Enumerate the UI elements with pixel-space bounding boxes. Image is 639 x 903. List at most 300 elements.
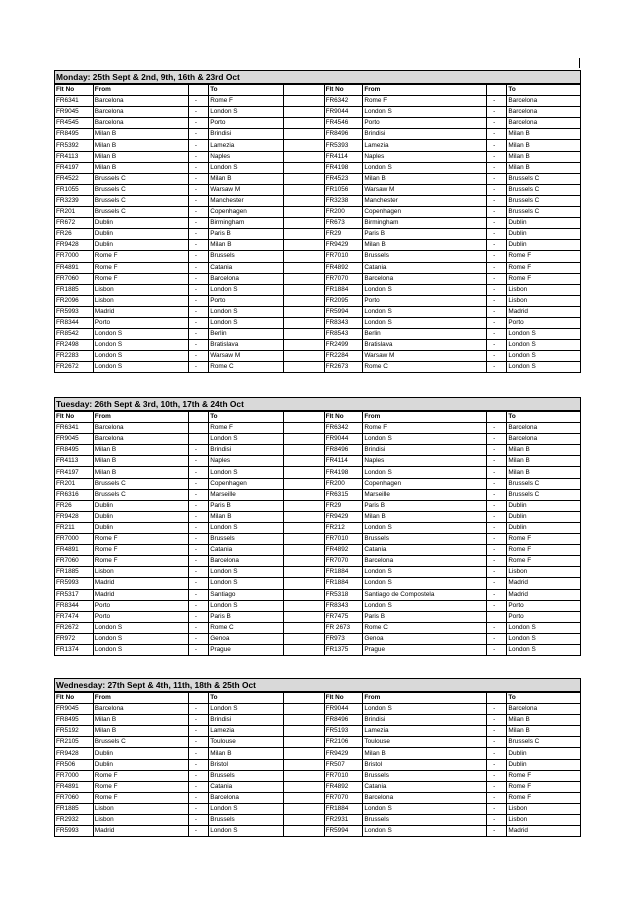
to-out-cell: Catania bbox=[209, 545, 284, 556]
flight-number-return-cell: FR200 bbox=[324, 207, 363, 218]
to-out-cell: Rome F bbox=[209, 96, 284, 107]
from-return-cell: Porto bbox=[363, 118, 487, 129]
to-out-cell: Brussels bbox=[209, 251, 284, 262]
table-row bbox=[55, 578, 581, 589]
header-flight-number-out: Flt No bbox=[55, 412, 94, 423]
flight-number-out-cell: FR4891 bbox=[55, 545, 94, 556]
flight-number-return-cell: FR4892 bbox=[324, 545, 363, 556]
from-return-cell: Brindisi bbox=[363, 445, 487, 456]
flight-number-out-cell: FR7000 bbox=[55, 534, 94, 545]
to-out-cell: Rome C bbox=[209, 362, 284, 373]
table-row bbox=[55, 351, 581, 362]
separator-return-cell: - bbox=[486, 467, 506, 478]
separator-out-cell: - bbox=[188, 534, 208, 545]
to-return-cell: Brussels C bbox=[507, 173, 581, 184]
to-return-cell: Brussels C bbox=[507, 195, 581, 206]
to-return-cell: Rome F bbox=[507, 781, 581, 792]
gap-cell bbox=[283, 456, 324, 467]
flight-number-return-cell: FR5994 bbox=[324, 306, 363, 317]
flight-number-out-cell: FR4891 bbox=[55, 262, 94, 273]
table-row bbox=[55, 284, 581, 295]
to-out-cell: Catania bbox=[209, 262, 284, 273]
gap-cell bbox=[283, 826, 324, 837]
from-return-cell: Barcelona bbox=[363, 273, 487, 284]
from-return-cell: London S bbox=[363, 284, 487, 295]
flight-number-return-cell: FR7070 bbox=[324, 273, 363, 284]
from-return-cell: Milan B bbox=[363, 173, 487, 184]
table-row bbox=[55, 815, 581, 826]
separator-return-cell: - bbox=[486, 534, 506, 545]
table-header-row bbox=[55, 693, 581, 704]
to-return-cell: Madrid bbox=[507, 306, 581, 317]
to-return-cell: Dublin bbox=[507, 240, 581, 251]
flight-number-return-cell: FR8343 bbox=[324, 317, 363, 328]
table-row bbox=[55, 611, 581, 622]
flight-number-return-cell: FR6315 bbox=[324, 489, 363, 500]
to-return-cell: Dublin bbox=[507, 218, 581, 229]
table-row bbox=[55, 522, 581, 533]
table-row bbox=[55, 184, 581, 195]
from-out-cell: Lisbon bbox=[93, 567, 188, 578]
flight-number-return-cell: FR4892 bbox=[324, 262, 363, 273]
gap-cell bbox=[283, 737, 324, 748]
to-return-cell: Barcelona bbox=[507, 118, 581, 129]
to-out-cell: Manchester bbox=[209, 195, 284, 206]
flight-number-return-cell: FR1375 bbox=[324, 644, 363, 655]
separator-out-cell: - bbox=[188, 644, 208, 655]
from-out-cell: Rome F bbox=[93, 262, 188, 273]
flight-number-return-cell: FR7010 bbox=[324, 534, 363, 545]
header-from-return: From bbox=[363, 693, 487, 704]
from-out-cell: Dublin bbox=[93, 759, 188, 770]
flight-number-return-cell: FR8343 bbox=[324, 600, 363, 611]
flight-number-return-cell: FR212 bbox=[324, 522, 363, 533]
separator-return-cell: - bbox=[486, 284, 506, 295]
flight-number-out-cell: FR5993 bbox=[55, 826, 94, 837]
flight-number-out-cell: FR1885 bbox=[55, 567, 94, 578]
separator-out-cell: - bbox=[188, 633, 208, 644]
gap-cell bbox=[283, 96, 324, 107]
to-out-cell: Milan B bbox=[209, 748, 284, 759]
from-return-cell: Toulouse bbox=[363, 737, 487, 748]
to-return-cell: Milan B bbox=[507, 151, 581, 162]
separator-return-cell: - bbox=[486, 140, 506, 151]
from-return-cell: Rome F bbox=[363, 423, 487, 434]
separator-return-cell: - bbox=[486, 362, 506, 373]
table-row bbox=[55, 423, 581, 434]
to-return-cell: Barcelona bbox=[507, 434, 581, 445]
gap-cell bbox=[283, 306, 324, 317]
gap-cell bbox=[283, 284, 324, 295]
flight-number-out-cell: FR8495 bbox=[55, 129, 94, 140]
to-return-cell: London S bbox=[507, 644, 581, 655]
flight-number-return-cell: FR4114 bbox=[324, 151, 363, 162]
table-row bbox=[55, 478, 581, 489]
from-out-cell: Madrid bbox=[93, 826, 188, 837]
header-separator-return bbox=[486, 85, 506, 96]
to-return-cell: Madrid bbox=[507, 589, 581, 600]
flight-number-return-cell: FR9044 bbox=[324, 107, 363, 118]
table-row bbox=[55, 295, 581, 306]
table-row bbox=[55, 600, 581, 611]
separator-return-cell: - bbox=[486, 107, 506, 118]
gap-cell bbox=[283, 423, 324, 434]
table-row bbox=[55, 107, 581, 118]
flight-number-return-cell: FR2931 bbox=[324, 815, 363, 826]
separator-out-cell: - bbox=[188, 151, 208, 162]
to-out-cell: Brindisi bbox=[209, 445, 284, 456]
flight-number-out-cell: FR2672 bbox=[55, 622, 94, 633]
gap-cell bbox=[283, 329, 324, 340]
flight-number-out-cell: FR672 bbox=[55, 218, 94, 229]
from-out-cell: Rome F bbox=[93, 251, 188, 262]
flight-number-return-cell: FR2499 bbox=[324, 340, 363, 351]
separator-return-cell: - bbox=[486, 329, 506, 340]
to-return-cell: Rome F bbox=[507, 534, 581, 545]
to-return-cell: Lisbon bbox=[507, 567, 581, 578]
separator-out-cell: - bbox=[188, 478, 208, 489]
to-out-cell: Warsaw M bbox=[209, 184, 284, 195]
from-return-cell: Catania bbox=[363, 262, 487, 273]
gap-cell bbox=[283, 434, 324, 445]
flight-number-out-cell: FR2498 bbox=[55, 340, 94, 351]
separator-out-cell: - bbox=[188, 273, 208, 284]
table-row bbox=[55, 545, 581, 556]
flight-number-return-cell: FR4523 bbox=[324, 173, 363, 184]
to-out-cell: Brussels bbox=[209, 815, 284, 826]
to-return-cell: London S bbox=[507, 329, 581, 340]
to-out-cell: London S bbox=[209, 522, 284, 533]
separator-out-cell: - bbox=[188, 715, 208, 726]
from-out-cell: Barcelona bbox=[93, 96, 188, 107]
gap-cell bbox=[283, 578, 324, 589]
gap-cell bbox=[283, 118, 324, 129]
flight-number-return-cell: FR9429 bbox=[324, 748, 363, 759]
from-out-cell: Milan B bbox=[93, 726, 188, 737]
flight-number-return-cell: FR 2673 bbox=[324, 622, 363, 633]
to-out-cell: Milan B bbox=[209, 511, 284, 522]
gap-cell bbox=[283, 467, 324, 478]
from-out-cell: Porto bbox=[93, 600, 188, 611]
flight-number-return-cell: FR2095 bbox=[324, 295, 363, 306]
flight-number-out-cell: FR506 bbox=[55, 759, 94, 770]
to-out-cell: Brussels bbox=[209, 770, 284, 781]
to-return-cell: Rome F bbox=[507, 273, 581, 284]
flight-number-out-cell: FR6341 bbox=[55, 96, 94, 107]
separator-out-cell: - bbox=[188, 317, 208, 328]
separator-out-cell: - bbox=[188, 456, 208, 467]
to-out-cell: Rome F bbox=[209, 423, 284, 434]
table-row bbox=[55, 129, 581, 140]
from-return-cell: Naples bbox=[363, 456, 487, 467]
table-row bbox=[55, 218, 581, 229]
header-gap bbox=[283, 412, 324, 423]
separator-out-cell: - bbox=[188, 229, 208, 240]
table-row bbox=[55, 781, 581, 792]
to-return-cell: Dublin bbox=[507, 748, 581, 759]
to-out-cell: Marseille bbox=[209, 489, 284, 500]
from-return-cell: Copenhagen bbox=[363, 478, 487, 489]
to-return-cell: Rome F bbox=[507, 792, 581, 803]
separator-out-cell: - bbox=[188, 826, 208, 837]
to-out-cell: Birmingham bbox=[209, 218, 284, 229]
flight-number-out-cell: FR4891 bbox=[55, 781, 94, 792]
separator-out-cell: - bbox=[188, 218, 208, 229]
separator-out-cell: - bbox=[188, 173, 208, 184]
table-row bbox=[55, 456, 581, 467]
from-out-cell: Dublin bbox=[93, 500, 188, 511]
table-row bbox=[55, 500, 581, 511]
separator-out-cell: - bbox=[188, 140, 208, 151]
gap-cell bbox=[283, 140, 324, 151]
from-return-cell: Paris B bbox=[363, 500, 487, 511]
from-return-cell: Copenhagen bbox=[363, 207, 487, 218]
flight-number-out-cell: FR7000 bbox=[55, 770, 94, 781]
gap-cell bbox=[283, 715, 324, 726]
separator-return-cell: - bbox=[486, 351, 506, 362]
flight-number-out-cell: FR4197 bbox=[55, 467, 94, 478]
to-out-cell: London S bbox=[209, 284, 284, 295]
from-out-cell: Dublin bbox=[93, 240, 188, 251]
from-out-cell: Lisbon bbox=[93, 815, 188, 826]
top-border-line bbox=[579, 58, 580, 68]
from-out-cell: Brussels C bbox=[93, 184, 188, 195]
gap-cell bbox=[283, 556, 324, 567]
separator-return-cell: - bbox=[486, 251, 506, 262]
gap-cell bbox=[283, 478, 324, 489]
table-row bbox=[55, 340, 581, 351]
separator-return-cell: - bbox=[486, 262, 506, 273]
to-return-cell: Dublin bbox=[507, 229, 581, 240]
from-out-cell: Rome F bbox=[93, 273, 188, 284]
to-out-cell: Paris B bbox=[209, 611, 284, 622]
to-out-cell: Warsaw M bbox=[209, 351, 284, 362]
table-row bbox=[55, 489, 581, 500]
flight-number-return-cell: FR7070 bbox=[324, 792, 363, 803]
separator-out-cell: - bbox=[188, 351, 208, 362]
header-flight-number-return: Flt No bbox=[324, 412, 363, 423]
gap-cell bbox=[283, 207, 324, 218]
flight-number-return-cell: FR6342 bbox=[324, 96, 363, 107]
flight-number-out-cell: FR9045 bbox=[55, 107, 94, 118]
from-out-cell: Barcelona bbox=[93, 118, 188, 129]
to-return-cell: Rome F bbox=[507, 770, 581, 781]
from-return-cell: Manchester bbox=[363, 195, 487, 206]
to-return-cell: Brussels C bbox=[507, 207, 581, 218]
flight-number-return-cell: FR1884 bbox=[324, 578, 363, 589]
gap-cell bbox=[283, 511, 324, 522]
flight-number-return-cell: FR9429 bbox=[324, 240, 363, 251]
flight-number-out-cell: FR7060 bbox=[55, 556, 94, 567]
flight-number-out-cell: FR9428 bbox=[55, 748, 94, 759]
to-return-cell: London S bbox=[507, 340, 581, 351]
to-return-cell: Brussels C bbox=[507, 737, 581, 748]
flight-number-out-cell: FR8542 bbox=[55, 329, 94, 340]
to-return-cell: Milan B bbox=[507, 467, 581, 478]
gap-cell bbox=[283, 500, 324, 511]
flight-number-out-cell: FR9428 bbox=[55, 511, 94, 522]
separator-out-cell: - bbox=[188, 295, 208, 306]
separator-return-cell: - bbox=[486, 644, 506, 655]
from-out-cell: Barcelona bbox=[93, 704, 188, 715]
flight-number-out-cell: FR26 bbox=[55, 229, 94, 240]
header-to-out: To bbox=[209, 693, 284, 704]
flight-number-out-cell: FR2932 bbox=[55, 815, 94, 826]
to-out-cell: Barcelona bbox=[209, 556, 284, 567]
from-out-cell: Rome F bbox=[93, 770, 188, 781]
gap-cell bbox=[283, 611, 324, 622]
flight-number-return-cell: FR9044 bbox=[324, 704, 363, 715]
to-return-cell: Lisbon bbox=[507, 295, 581, 306]
to-out-cell: Copenhagen bbox=[209, 207, 284, 218]
table-row bbox=[55, 759, 581, 770]
gap-cell bbox=[283, 162, 324, 173]
from-out-cell: Porto bbox=[93, 317, 188, 328]
to-return-cell: Madrid bbox=[507, 578, 581, 589]
flight-number-out-cell: FR7060 bbox=[55, 792, 94, 803]
separator-return-cell: - bbox=[486, 151, 506, 162]
separator-return-cell: - bbox=[486, 118, 506, 129]
from-out-cell: Madrid bbox=[93, 578, 188, 589]
to-out-cell: Bristol bbox=[209, 759, 284, 770]
from-return-cell: Bratislava bbox=[363, 340, 487, 351]
flight-number-return-cell: FR1056 bbox=[324, 184, 363, 195]
to-out-cell: Lamezia bbox=[209, 726, 284, 737]
separator-out-cell bbox=[188, 434, 208, 445]
table-row bbox=[55, 567, 581, 578]
from-return-cell: Brindisi bbox=[363, 129, 487, 140]
from-out-cell: London S bbox=[93, 362, 188, 373]
table-row bbox=[55, 511, 581, 522]
to-out-cell: Lamezia bbox=[209, 140, 284, 151]
from-return-cell: Berlin bbox=[363, 329, 487, 340]
table-row bbox=[55, 556, 581, 567]
gap-cell bbox=[283, 726, 324, 737]
separator-out-cell: - bbox=[188, 781, 208, 792]
separator-return-cell: - bbox=[486, 273, 506, 284]
separator-out-cell: - bbox=[188, 759, 208, 770]
from-return-cell: Bristol bbox=[363, 759, 487, 770]
from-return-cell: Warsaw M bbox=[363, 184, 487, 195]
from-return-cell: London S bbox=[363, 107, 487, 118]
flight-number-out-cell: FR26 bbox=[55, 500, 94, 511]
gap-cell bbox=[283, 107, 324, 118]
gap-cell bbox=[283, 129, 324, 140]
from-out-cell: Rome F bbox=[93, 556, 188, 567]
flight-number-out-cell: FR7474 bbox=[55, 611, 94, 622]
from-out-cell: Milan B bbox=[93, 151, 188, 162]
table-row bbox=[55, 329, 581, 340]
table-row bbox=[55, 826, 581, 837]
separator-out-cell: - bbox=[188, 737, 208, 748]
separator-return-cell: - bbox=[486, 578, 506, 589]
header-from-out: From bbox=[93, 693, 188, 704]
from-out-cell: Milan B bbox=[93, 456, 188, 467]
table-row bbox=[55, 195, 581, 206]
to-out-cell: London S bbox=[209, 704, 284, 715]
flight-number-out-cell: FR972 bbox=[55, 633, 94, 644]
separator-return-cell: - bbox=[486, 815, 506, 826]
flight-number-out-cell: FR5317 bbox=[55, 589, 94, 600]
to-return-cell: Milan B bbox=[507, 162, 581, 173]
separator-return-cell: - bbox=[486, 522, 506, 533]
from-return-cell: London S bbox=[363, 826, 487, 837]
from-return-cell: London S bbox=[363, 162, 487, 173]
to-out-cell: Milan B bbox=[209, 240, 284, 251]
flight-number-return-cell: FR4114 bbox=[324, 456, 363, 467]
to-out-cell: London S bbox=[209, 578, 284, 589]
to-return-cell: Milan B bbox=[507, 129, 581, 140]
from-return-cell: Lamezia bbox=[363, 726, 487, 737]
from-return-cell: London S bbox=[363, 704, 487, 715]
flight-number-out-cell: FR8495 bbox=[55, 445, 94, 456]
table-row bbox=[55, 362, 581, 373]
gap-cell bbox=[283, 151, 324, 162]
separator-return-cell: - bbox=[486, 478, 506, 489]
flight-number-return-cell: FR507 bbox=[324, 759, 363, 770]
table-row bbox=[55, 173, 581, 184]
separator-return-cell: - bbox=[486, 567, 506, 578]
tuesday-schedule bbox=[54, 397, 581, 656]
from-return-cell: London S bbox=[363, 600, 487, 611]
flight-number-out-cell: FR2096 bbox=[55, 295, 94, 306]
from-out-cell: Brussels C bbox=[93, 737, 188, 748]
separator-out-cell: - bbox=[188, 589, 208, 600]
table-header-row bbox=[55, 85, 581, 96]
from-out-cell: Brussels C bbox=[93, 489, 188, 500]
gap-cell bbox=[283, 351, 324, 362]
flight-number-return-cell: FR29 bbox=[324, 229, 363, 240]
flight-number-return-cell: FR1884 bbox=[324, 803, 363, 814]
table-row bbox=[55, 96, 581, 107]
from-return-cell: London S bbox=[363, 467, 487, 478]
table-row bbox=[55, 467, 581, 478]
to-return-cell: Dublin bbox=[507, 759, 581, 770]
to-out-cell: London S bbox=[209, 803, 284, 814]
flight-number-out-cell: FR211 bbox=[55, 522, 94, 533]
header-from-out: From bbox=[93, 85, 188, 96]
flight-number-return-cell: FR2673 bbox=[324, 362, 363, 373]
to-out-cell: Milan B bbox=[209, 173, 284, 184]
from-out-cell: London S bbox=[93, 644, 188, 655]
separator-return-cell: - bbox=[486, 715, 506, 726]
separator-out-cell: - bbox=[188, 207, 208, 218]
separator-out-cell: - bbox=[188, 329, 208, 340]
separator-out-cell: - bbox=[188, 340, 208, 351]
to-out-cell: Toulouse bbox=[209, 737, 284, 748]
gap-cell bbox=[283, 589, 324, 600]
flight-number-out-cell: FR4113 bbox=[55, 456, 94, 467]
gap-cell bbox=[283, 759, 324, 770]
from-return-cell: Brussels bbox=[363, 770, 487, 781]
flight-number-return-cell: FR9044 bbox=[324, 434, 363, 445]
separator-return-cell: - bbox=[486, 306, 506, 317]
flight-table bbox=[54, 84, 581, 373]
from-out-cell: Milan B bbox=[93, 467, 188, 478]
gap-cell bbox=[283, 781, 324, 792]
separator-out-cell: - bbox=[188, 240, 208, 251]
separator-return-cell: - bbox=[486, 622, 506, 633]
monday-schedule bbox=[54, 70, 581, 373]
flight-number-return-cell: FR200 bbox=[324, 478, 363, 489]
flight-number-out-cell: FR5192 bbox=[55, 726, 94, 737]
schedule-title: Wednesday: 27th Sept & 4th, 11th, 18th & 25th Oct bbox=[54, 678, 581, 692]
separator-out-cell: - bbox=[188, 445, 208, 456]
separator-out-cell: - bbox=[188, 118, 208, 129]
separator-out-cell: - bbox=[188, 815, 208, 826]
gap-cell bbox=[283, 792, 324, 803]
from-return-cell: Catania bbox=[363, 545, 487, 556]
